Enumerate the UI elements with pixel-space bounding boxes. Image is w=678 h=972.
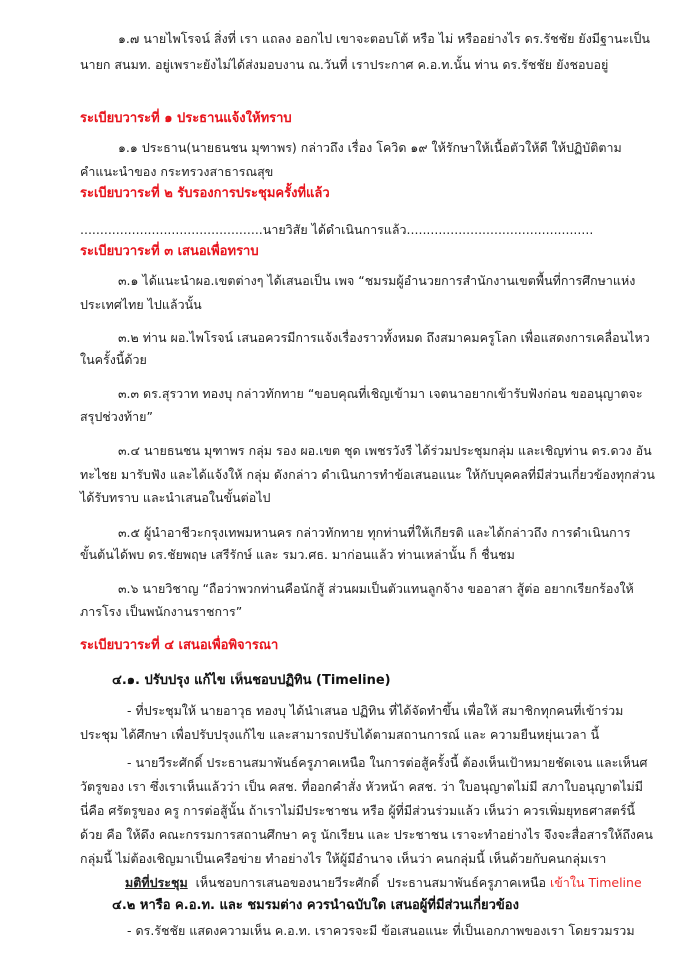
paragraph-line: ทะไชย มารับฟัง และได้แจ้งให้ กลุ่ม ดังกล่าว ดำเนินการทำข้อเสนอแนะ ให้กับบุคคลที่มีส่วนเกี่ยวข้องทุกส่วน [80,467,655,482]
agenda-2-heading: ระเบียบวาระที่ ๒ รับรองการประชุมครั้งที่แล้ว [80,186,330,201]
paragraph-line: ๑.๑ ประธาน(นายธนชน มุฑาพร) กล่าวถึง เรื่อง โควิด ๑๙ ให้รักษาให้เนื้อตัวให้ดี ให้ปฏิบัติตาม [118,140,622,155]
paragraph-line: ๓.๖ นายวิชาญ “ถือว่าพวกท่านคือนักสู้ ส่วนผมเป็นตัวแทนลูกจ้าง ขออาสา สู้ต่อ อยากเรียกร้องให้ [118,581,634,596]
resolution-label: มติที่ประชุม [125,875,188,890]
paragraph-line: นายก สนมท. อยู่เพราะยังไม่ได้ส่งมอบงาน ณ.วันที่ เราประกาศ ค.อ.ท.นั้น ท่าน ดร.รัชชัย ยังชอบอยู่ [80,57,609,72]
paragraph-line: วัตรูของ เรา ซึ่งเราเห็นแล้วว่า เป็น คสช. ที่ออกคำสั่ง หัวหน้า คสช. ว่า ใบอนุญาตไม่มี สภาใบอนุญาตไม่มี [80,779,644,794]
paragraph-line: ประเทศไทย ไปแล้วนั้น [80,297,202,312]
paragraph-line: สรุปช่วงท้าย” [80,409,153,424]
paragraph-line: - นายวีระศักดิ์ ประธานสมาพันธ์ครูภาคเหนือ ในการต่อสู้ครั้งนี้ ต้องเห็นเป้าหมายชัดเจน และเห็นศ [127,755,648,770]
subheading-4-2: ๔.๒ หารือ ค.อ.ท. และ ชมรมต่าง ควรนำฉบับใด เสนอผู้ที่มีส่วนเกี่ยวข้อง [112,898,519,913]
agenda-4-heading: ระเบียบวาระที่ ๔ เสนอเพื่อพิจารณา [80,638,279,653]
paragraph-line: ๓.๔ นายธนชน มุฑาพร กลุ่ม รอง ผอ.เขต ชุด เพชรวังรี ได้ร่วมประชุมกลุ่ม และเชิญท่าน ดร.ดวง อัน [118,443,652,458]
subheading-4-1: ๔.๑. ปรับปรุง แก้ไข เห็นชอบปฏิทิน (Timeline) [112,673,391,688]
paragraph-line: ภารโรง เป็นพนักงานราชการ” [80,604,243,619]
paragraph-line: ด้วย คือ ให้ดึง คณะกรรมการสถานศึกษา ครู นักเรียน และ ประชาชน เราจะทำอย่างไร จึงจะสื่อสารให้ถึงคน [80,827,653,842]
paragraph-line: ในครั้งนี้ด้วย [80,352,147,367]
paragraph-line: นี่คือ ศรัตรูของ ครู การต่อสู้นั้น ถ้าเราไม่มีประชาชน หรือ ผู้ที่มีส่วนร่วมแล้ว เห็นว่า ควรเพิ่มยุทธศาสตร์นี้ [80,803,636,818]
paragraph-line: กลุ่มนี้ ไม่ต้องเชิญมาเป็นเครือข่าย ทำอย่างไร ให้ผู้มีอำนาจ เห็นว่า คนกลุ่มนี้ เห็นด้วยกับคนกลุ่มเรา [80,851,607,866]
paragraph-line: ๑.๗ นายไพโรจน์ สิ่งที่ เรา แถลง ออกไป เขาจะตอบโต้ หรือ ไม่ หรืออย่างไร ดร.รัชชัย ยังมีฐานะเป็น [118,31,650,46]
agenda-2-text: ..............................................นายวิสัย ได้ดำเนินการแล้ว............................................... [80,222,594,237]
paragraph-line: ขั้นต้นได้พบ ดร.ชัยพฤษ เสรีรักษ์ และ รมว.ศธ. มาก่อนแล้ว ท่านเหล่านั้น ก็ ชื่นชม [80,547,515,562]
paragraph-line: คำแนะนำของ กระทรวงสาธารณสุข [80,164,274,179]
agenda-1-heading: ระเบียบวาระที่ ๑ ประธานแจ้งให้ทราบ [80,111,292,126]
resolution-highlight: เข้าใน Timeline [550,875,642,890]
paragraph-line: - ดร.รัชชัย แสดงความเห็น ค.อ.ท. เราควรจะมี ข้อเสนอแนะ ที่เป็นเอกภาพของเรา โดยรวมรวม [127,923,635,938]
paragraph-line: - ที่ประชุมให้ นายอาวุธ ทองบุ ได้นำเสนอ ปฏิทิน ที่ได้จัดทำขึ้น เพื่อให้ สมาชิกทุกคนที่เข้าร่วม [127,703,624,718]
paragraph-line: ๓.๕ ผู้นำอาชีวะกรุงเทพมหานคร กล่าวทักทาย ทุกท่านที่ให้เกียรติ และได้กล่าวถึง การดำเนินการ [118,525,631,540]
resolution-line [125,872,678,894]
paragraph-line: ได้รับทราบ และนำเสนอในขั้นต่อไป [80,490,271,505]
resolution-text: เห็นชอบการเสนอของนายวีระศักดิ์ ประธานสมาพันธ์ครูภาคเหนือ [187,875,551,890]
paragraph-line: ๓.๑ ได้แนะนำผอ.เขตต่างๆ ได้เสนอเป็น เพจ “ชมรมผู้อำนวยการสำนักงานเขตพื้นที่การศึกษาแห่ง [118,273,636,288]
agenda-3-heading: ระเบียบวาระที่ ๓ เสนอเพื่อทราบ [80,244,259,259]
paragraph-line: ๓.๓ ดร.สุรวาท ทองบุ กล่าวทักทาย “ขอบคุณที่เชิญเข้ามา เจตนาอยากเข้ารับฟังก่อน ขออนุญาตจะ [118,386,643,401]
paragraph-line: ๓.๒ ท่าน ผอ.ไพโรจน์ เสนอควรมีการแจ้งเรื่องราวทั้งหมด ถึงสมาคมครูโลก เพื่อแสดงการเคลื่อนไหว [118,330,650,345]
paragraph-line: ประชุม ได้ศึกษา เพื่อปรับปรุงแก้ไข และสามารถปรับได้ตามสถานการณ์ และ ความยืนหยุ่นเวลา นี้ [80,727,600,742]
